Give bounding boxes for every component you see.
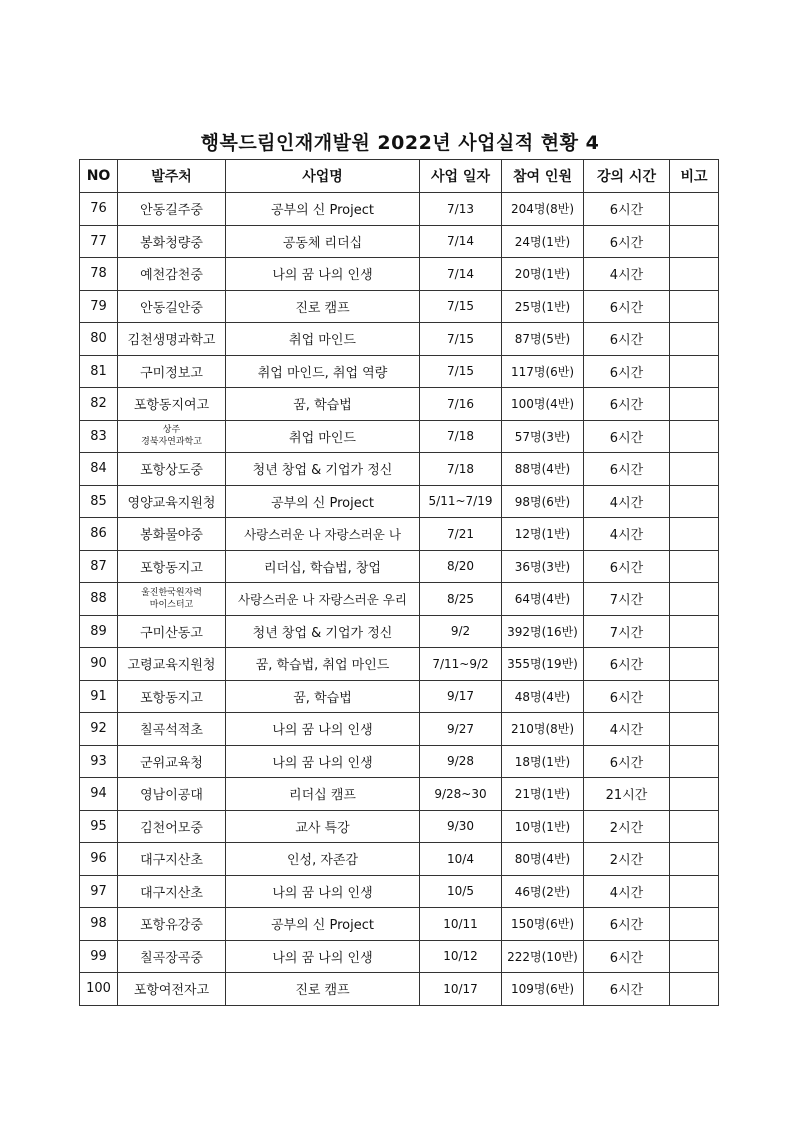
- cell-hours: 4시간: [584, 258, 670, 291]
- table-row: [80, 908, 719, 941]
- cell-project: 취업 마인드: [226, 323, 420, 356]
- cell-date: 8/25: [420, 583, 502, 616]
- cell-hours: 6시간: [584, 908, 670, 941]
- cell-participants: 18명(1반): [502, 745, 584, 778]
- cell-date: 5/11~7/19: [420, 485, 502, 518]
- table-row: [80, 323, 719, 356]
- cell-hours: 4시간: [584, 485, 670, 518]
- cell-project: 공동체 리더십: [226, 225, 420, 258]
- cell-note: [670, 648, 719, 681]
- cell-hours: 6시간: [584, 453, 670, 486]
- cell-project: 공부의 신 Project: [226, 485, 420, 518]
- cell-hours: 4시간: [584, 518, 670, 551]
- cell-date: 7/11~9/2: [420, 648, 502, 681]
- cell-project: 공부의 신 Project: [226, 193, 420, 226]
- cell-hours: 2시간: [584, 810, 670, 843]
- cell-participants: 36명(3반): [502, 550, 584, 583]
- cell-participants: 98명(6반): [502, 485, 584, 518]
- cell-no: 81: [80, 355, 118, 388]
- table-row: [80, 420, 719, 453]
- cell-no: 77: [80, 225, 118, 258]
- table-row: [80, 193, 719, 226]
- table-row: [80, 713, 719, 746]
- cell-client: 구미산동고: [118, 615, 226, 648]
- cell-project: 리더십, 학습법, 창업: [226, 550, 420, 583]
- table-row: [80, 843, 719, 876]
- cell-note: [670, 225, 719, 258]
- cell-date: 10/4: [420, 843, 502, 876]
- cell-client-line: 상주: [162, 425, 181, 436]
- cell-client: 군위교육청: [118, 745, 226, 778]
- cell-date: 9/30: [420, 810, 502, 843]
- cell-client: 김천생명과학고: [118, 323, 226, 356]
- cell-note: [670, 453, 719, 486]
- cell-client: 포항상도중: [118, 453, 226, 486]
- cell-participants: 222명(10반): [502, 940, 584, 973]
- table-row: [80, 518, 719, 551]
- cell-client: 포항여전자고: [118, 973, 226, 1006]
- cell-no: 92: [80, 713, 118, 746]
- table-body: [80, 193, 719, 1006]
- cell-client: 예천감천중: [118, 258, 226, 291]
- cell-client: 포항동지고: [118, 550, 226, 583]
- cell-date: 9/27: [420, 713, 502, 746]
- cell-client: 포항유강중: [118, 908, 226, 941]
- cell-hours: 7시간: [584, 583, 670, 616]
- cell-no: 80: [80, 323, 118, 356]
- cell-note: [670, 323, 719, 356]
- cell-client: 대구지산초: [118, 875, 226, 908]
- table-row: [80, 225, 719, 258]
- cell-client: [118, 420, 226, 453]
- cell-client-line: 울진한국원자력: [141, 587, 202, 598]
- cell-note: [670, 908, 719, 941]
- cell-no: 86: [80, 518, 118, 551]
- cell-client: 봉화물야중: [118, 518, 226, 551]
- table-row: [80, 973, 719, 1006]
- cell-date: 7/16: [420, 388, 502, 421]
- cell-hours: 6시간: [584, 388, 670, 421]
- cell-project: 취업 마인드: [226, 420, 420, 453]
- cell-project: 교사 특강: [226, 810, 420, 843]
- cell-client: 포항동지고: [118, 680, 226, 713]
- cell-client-line: 경북자연과학고: [141, 437, 202, 448]
- cell-no: 99: [80, 940, 118, 973]
- cell-client: 칠곡장곡중: [118, 940, 226, 973]
- table-row: [80, 485, 719, 518]
- cell-no: 85: [80, 485, 118, 518]
- cell-hours: 4시간: [584, 713, 670, 746]
- cell-client: 포항동지여고: [118, 388, 226, 421]
- cell-no: 79: [80, 290, 118, 323]
- cell-hours: 4시간: [584, 875, 670, 908]
- cell-project: 공부의 신 Project: [226, 908, 420, 941]
- cell-hours: 2시간: [584, 843, 670, 876]
- cell-participants: 88명(4반): [502, 453, 584, 486]
- cell-project: 꿈, 학습법: [226, 680, 420, 713]
- cell-no: 96: [80, 843, 118, 876]
- cell-hours: 6시간: [584, 355, 670, 388]
- cell-note: [670, 518, 719, 551]
- table-row: [80, 810, 719, 843]
- cell-note: [670, 583, 719, 616]
- cell-note: [670, 355, 719, 388]
- table-row: [80, 453, 719, 486]
- cell-no: 95: [80, 810, 118, 843]
- cell-date: 7/21: [420, 518, 502, 551]
- cell-note: [670, 550, 719, 583]
- cell-date: 10/17: [420, 973, 502, 1006]
- header-no: NO: [80, 160, 118, 193]
- cell-note: [670, 810, 719, 843]
- cell-project: 취업 마인드, 취업 역량: [226, 355, 420, 388]
- cell-date: 7/18: [420, 453, 502, 486]
- cell-client-line: 마이스터고: [149, 599, 194, 610]
- cell-project: 리더십 캠프: [226, 778, 420, 811]
- cell-date: 7/18: [420, 420, 502, 453]
- cell-client: [118, 583, 226, 616]
- cell-client: 고령교육지원청: [118, 648, 226, 681]
- cell-hours: 6시간: [584, 550, 670, 583]
- cell-date: 7/15: [420, 290, 502, 323]
- cell-note: [670, 875, 719, 908]
- page-title: 행복드림인재개발원 2022년 사업실적 현황 4: [200, 132, 600, 154]
- cell-no: 78: [80, 258, 118, 291]
- cell-participants: 46명(2반): [502, 875, 584, 908]
- cell-participants: 392명(16반): [502, 615, 584, 648]
- cell-participants: 117명(6반): [502, 355, 584, 388]
- cell-note: [670, 388, 719, 421]
- cell-client: 대구지산초: [118, 843, 226, 876]
- cell-note: [670, 680, 719, 713]
- cell-hours: 6시간: [584, 648, 670, 681]
- cell-client: 영남이공대: [118, 778, 226, 811]
- cell-hours: 6시간: [584, 680, 670, 713]
- cell-no: 87: [80, 550, 118, 583]
- cell-note: [670, 713, 719, 746]
- cell-no: 91: [80, 680, 118, 713]
- cell-project: 나의 꿈 나의 인생: [226, 745, 420, 778]
- cell-note: [670, 778, 719, 811]
- cell-project: 나의 꿈 나의 인생: [226, 875, 420, 908]
- cell-date: 7/13: [420, 193, 502, 226]
- cell-no: 100: [80, 973, 118, 1006]
- cell-note: [670, 745, 719, 778]
- table-row: [80, 355, 719, 388]
- cell-participants: 87명(5반): [502, 323, 584, 356]
- cell-no: 83: [80, 420, 118, 453]
- cell-no: 93: [80, 745, 118, 778]
- table-row: [80, 940, 719, 973]
- cell-hours: 7시간: [584, 615, 670, 648]
- cell-no: 90: [80, 648, 118, 681]
- cell-project: 인성, 자존감: [226, 843, 420, 876]
- cell-participants: 80명(4반): [502, 843, 584, 876]
- cell-date: 8/20: [420, 550, 502, 583]
- header-note: 비고: [670, 160, 719, 193]
- cell-date: 7/14: [420, 258, 502, 291]
- cell-project: 청년 창업 & 기업가 정신: [226, 615, 420, 648]
- table-row: [80, 680, 719, 713]
- cell-project: 사랑스러운 나 자랑스러운 우리: [226, 583, 420, 616]
- header-project: 사업명: [226, 160, 420, 193]
- cell-project: 꿈, 학습법: [226, 388, 420, 421]
- cell-participants: 355명(19반): [502, 648, 584, 681]
- cell-date: 10/12: [420, 940, 502, 973]
- cell-client: 칠곡석적초: [118, 713, 226, 746]
- cell-participants: 48명(4반): [502, 680, 584, 713]
- header-client: 발주처: [118, 160, 226, 193]
- cell-client: 안동길안중: [118, 290, 226, 323]
- cell-hours: 6시간: [584, 973, 670, 1006]
- cell-participants: 204명(8반): [502, 193, 584, 226]
- cell-participants: 57명(3반): [502, 420, 584, 453]
- table-row: [80, 745, 719, 778]
- cell-date: 10/5: [420, 875, 502, 908]
- cell-note: [670, 290, 719, 323]
- table-row: [80, 615, 719, 648]
- header-participants: 참여 인원: [502, 160, 584, 193]
- cell-participants: 150명(6반): [502, 908, 584, 941]
- cell-no: 84: [80, 453, 118, 486]
- cell-date: 7/14: [420, 225, 502, 258]
- cell-participants: 20명(1반): [502, 258, 584, 291]
- cell-no: 76: [80, 193, 118, 226]
- cell-no: 89: [80, 615, 118, 648]
- cell-participants: 64명(4반): [502, 583, 584, 616]
- cell-project: 나의 꿈 나의 인생: [226, 258, 420, 291]
- cell-date: 9/28: [420, 745, 502, 778]
- table-row: [80, 550, 719, 583]
- cell-project: 나의 꿈 나의 인생: [226, 713, 420, 746]
- cell-client: 봉화청량중: [118, 225, 226, 258]
- cell-no: 82: [80, 388, 118, 421]
- cell-date: 9/2: [420, 615, 502, 648]
- cell-no: 88: [80, 583, 118, 616]
- cell-client: 김천어모중: [118, 810, 226, 843]
- cell-note: [670, 193, 719, 226]
- table-row: [80, 778, 719, 811]
- cell-participants: 21명(1반): [502, 778, 584, 811]
- cell-client: 구미정보고: [118, 355, 226, 388]
- table-row: [80, 648, 719, 681]
- table-row: [80, 388, 719, 421]
- cell-participants: 24명(1반): [502, 225, 584, 258]
- cell-client: 영양교육지원청: [118, 485, 226, 518]
- cell-date: 9/17: [420, 680, 502, 713]
- cell-project: 사랑스러운 나 자랑스러운 나: [226, 518, 420, 551]
- table-row: [80, 875, 719, 908]
- cell-participants: 100명(4반): [502, 388, 584, 421]
- cell-project: 꿈, 학습법, 취업 마인드: [226, 648, 420, 681]
- table-row: [80, 258, 719, 291]
- cell-no: 97: [80, 875, 118, 908]
- cell-no: 98: [80, 908, 118, 941]
- cell-project: 진로 캠프: [226, 290, 420, 323]
- cell-date: 9/28~30: [420, 778, 502, 811]
- cell-hours: 6시간: [584, 323, 670, 356]
- cell-client: 안동길주중: [118, 193, 226, 226]
- cell-date: 10/11: [420, 908, 502, 941]
- cell-note: [670, 258, 719, 291]
- cell-no: 94: [80, 778, 118, 811]
- table-row: [80, 290, 719, 323]
- performance-table: [79, 159, 719, 1006]
- cell-participants: 109명(6반): [502, 973, 584, 1006]
- table-row: [80, 583, 719, 616]
- cell-participants: 210명(8반): [502, 713, 584, 746]
- header-date: 사업 일자: [420, 160, 502, 193]
- cell-date: 7/15: [420, 323, 502, 356]
- cell-date: 7/15: [420, 355, 502, 388]
- table-header-row: [80, 160, 719, 193]
- cell-hours: 6시간: [584, 940, 670, 973]
- cell-hours: 6시간: [584, 745, 670, 778]
- cell-hours: 6시간: [584, 225, 670, 258]
- cell-hours: 21시간: [584, 778, 670, 811]
- cell-note: [670, 615, 719, 648]
- cell-participants: 12명(1반): [502, 518, 584, 551]
- cell-participants: 10명(1반): [502, 810, 584, 843]
- cell-note: [670, 485, 719, 518]
- cell-project: 청년 창업 & 기업가 정신: [226, 453, 420, 486]
- cell-hours: 6시간: [584, 290, 670, 323]
- cell-note: [670, 940, 719, 973]
- cell-hours: 6시간: [584, 420, 670, 453]
- cell-project: 진로 캠프: [226, 973, 420, 1006]
- cell-project: 나의 꿈 나의 인생: [226, 940, 420, 973]
- header-hours: 강의 시간: [584, 160, 670, 193]
- cell-note: [670, 420, 719, 453]
- cell-note: [670, 843, 719, 876]
- cell-hours: 6시간: [584, 193, 670, 226]
- cell-note: [670, 973, 719, 1006]
- cell-participants: 25명(1반): [502, 290, 584, 323]
